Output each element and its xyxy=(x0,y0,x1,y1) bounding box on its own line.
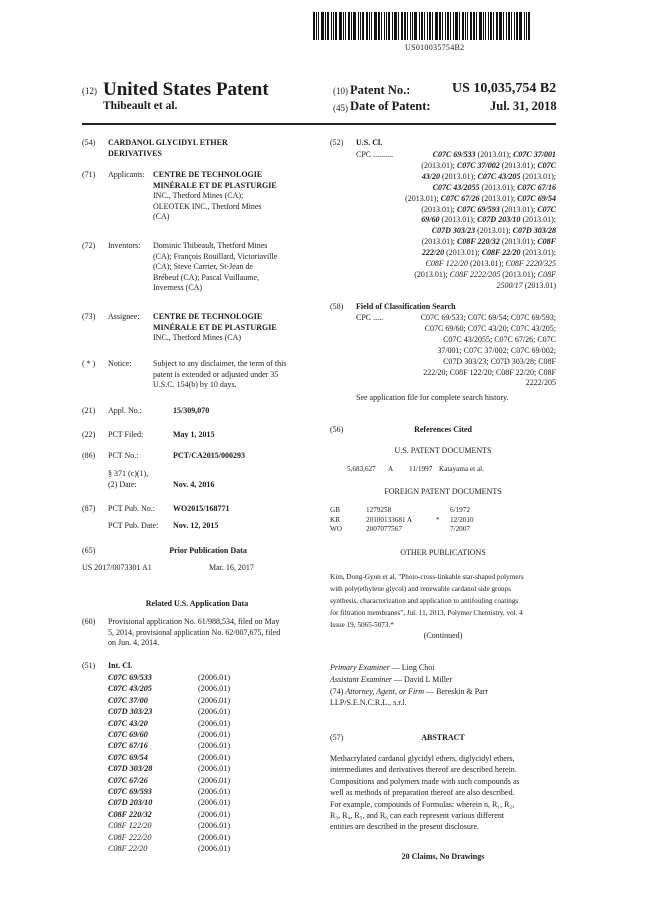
code-10: (10) xyxy=(333,86,348,96)
foreign-doc-number: 2007077567 xyxy=(366,525,402,533)
barcode-bar xyxy=(331,12,332,40)
field-line: C07C 69/533; C07C 69/54; C07C 69/593; xyxy=(420,313,556,322)
foreign-doc-mark: * xyxy=(436,515,440,524)
cpc-line: C07D 303/23 (2013.01); C07D 303/28 xyxy=(431,226,556,236)
related-heading: Related U.S. Application Data xyxy=(145,599,249,608)
barcode-bar xyxy=(419,12,420,40)
us-docs-heading: U.S. PATENT DOCUMENTS xyxy=(394,446,492,455)
barcode-bar xyxy=(462,12,464,40)
intcl-year: (2006.01) xyxy=(198,695,231,705)
barcode-bar xyxy=(514,12,515,40)
barcode-bar xyxy=(348,12,350,40)
intcl-year: (2006.01) xyxy=(198,775,231,785)
intcl-row xyxy=(108,741,268,752)
barcode-bar xyxy=(524,12,525,40)
barcode-bar xyxy=(488,12,489,40)
barcode-bar xyxy=(506,12,507,40)
intcl-label: Int. Cl. xyxy=(108,661,133,670)
intcl-code-value: C07C 69/593 xyxy=(108,787,152,796)
abstract-line: Compositions and polymers made with such compounds as xyxy=(330,776,520,786)
barcode-bar xyxy=(374,12,377,40)
assignee-code: (73) xyxy=(82,312,96,321)
abstract-line: entities are described in the present disclosure. xyxy=(330,822,480,832)
intcl-year: (2006.01) xyxy=(198,844,231,853)
refs-code: (56) xyxy=(330,425,344,434)
abstract-text xyxy=(330,753,556,833)
intcl-row xyxy=(108,787,268,798)
applicants-label: Applicants: xyxy=(108,170,145,179)
field-line: C07C 43/2055; C07C 67/26; C07C xyxy=(443,334,556,344)
intcl-year: (2006.01) xyxy=(198,684,231,694)
barcode-bar xyxy=(479,12,482,40)
barcode-bar xyxy=(447,12,449,40)
field-cpc-label: CPC ..... xyxy=(356,313,384,322)
cpc-line: 69/60 (2013.01); C07D 203/10 (2013.01); xyxy=(421,215,556,225)
barcode-bar xyxy=(429,12,431,40)
cpc-line: (2013.01); C07C 37/002 (2013.01); C07C xyxy=(421,160,556,170)
barcode-bar xyxy=(526,12,527,40)
barcode-bar xyxy=(392,12,393,40)
abstract-line: intermediates and derivatives thereof are described herein. xyxy=(330,765,517,775)
barcode xyxy=(313,12,559,40)
other-publication-line: for filtration membranes", Jul. 11, 2013, Polymer Chemistry, vol. 4 xyxy=(330,609,523,617)
barcode-bar xyxy=(499,12,502,40)
foreign-doc-date: 12/2010 xyxy=(450,515,474,524)
assistant-examiner-label: Assistant Examiner xyxy=(330,675,392,684)
cpc-classifications xyxy=(380,150,556,292)
barcode-bar xyxy=(398,12,399,40)
barcode-bar xyxy=(371,12,372,40)
pct-no-code: (86) xyxy=(82,451,96,460)
inventor-short: Thibeault et al. xyxy=(103,100,178,112)
barcode-bar xyxy=(335,12,337,40)
refs-heading: References Cited xyxy=(414,425,472,434)
attorney-firm: LLP/S.E.N.C.R.L., s.r.l. xyxy=(330,698,407,707)
assistant-examiner-name: — David L Miller xyxy=(394,675,453,684)
intcl-year: (2006.01) xyxy=(198,832,231,842)
foreign-doc-country: GB xyxy=(330,506,340,514)
intcl-code-value: C07D 303/28 xyxy=(108,764,153,774)
barcode-bar xyxy=(453,12,454,40)
intcl-row xyxy=(108,707,268,718)
intcl-row xyxy=(108,730,268,741)
intcl-year: (2006.01) xyxy=(198,707,231,717)
intcl-code-value: C07C 37/00 xyxy=(108,695,148,705)
patent-number: US 10,035,754 B2 xyxy=(452,81,557,96)
uscl-code: (52) xyxy=(330,138,344,147)
assignee: CENTRE DE TECHNOLOGIE MINÉRALE ET DE PLASTURGIE INC., Thetford Mines (CA) xyxy=(153,312,277,342)
provisional-text: Provisional application No. 61/988,534, filed on May 5, 2014, provisional application No. 62/007,675, filed on Jun. 4, 2014. xyxy=(108,617,281,647)
continued-note: (Continued) xyxy=(423,631,463,640)
intcl-code-value: C08F 122/20 xyxy=(108,821,152,831)
barcode-bar xyxy=(412,12,413,40)
pct-number: PCT/CA2015/000293 xyxy=(173,451,245,460)
pub-no-label: PCT Pub. No.: xyxy=(108,504,155,513)
cpc-line: C07C 69/533 (2013.01); C07C 37/001 xyxy=(432,150,556,159)
other-publication xyxy=(330,571,556,631)
barcode-bar xyxy=(439,12,441,40)
pub-number: WO2015/168771 xyxy=(173,504,230,513)
intcl-code-value: C08F 220/32 xyxy=(108,809,152,819)
barcode-bar xyxy=(485,12,486,40)
header-rule xyxy=(82,123,556,125)
us-doc-date: 11/1997 xyxy=(409,465,433,473)
barcode-bar xyxy=(345,12,346,40)
intcl-row xyxy=(108,821,268,832)
barcode-bar xyxy=(404,12,406,40)
intcl-year: (2006.01) xyxy=(198,741,231,751)
barcode-bar xyxy=(414,12,417,40)
abstract-line: For example, compounds of Formulas: wherein n, R₁, R₂, xyxy=(330,799,515,809)
intcl-code-value: C07D 203/10 xyxy=(108,798,153,808)
intcl-year: (2006.01) xyxy=(198,798,231,808)
intcl-year: (2006.01) xyxy=(198,809,231,819)
s371-date: Nov. 4, 2016 xyxy=(173,480,215,489)
foreign-doc-date: 7/2007 xyxy=(450,525,470,533)
abstract-heading: ABSTRACT xyxy=(421,733,465,742)
barcode-number: US010035754B2 xyxy=(405,43,465,52)
abstract-code: (57) xyxy=(330,733,344,742)
prior-date: Mar. 16, 2017 xyxy=(209,563,254,572)
pub-code: (87) xyxy=(82,504,96,513)
barcode-bar xyxy=(503,12,504,40)
barcode-bar xyxy=(358,12,359,40)
barcode-bar xyxy=(407,12,408,40)
barcode-bar xyxy=(511,12,512,40)
barcode-bar xyxy=(353,12,356,40)
uscl-label: U.S. Cl. xyxy=(356,138,383,147)
intcl-year: (2006.01) xyxy=(198,718,231,728)
attorney xyxy=(330,687,488,698)
cpc-line: (2013.01); C07C 69/593 (2013.01); C07C xyxy=(421,204,556,214)
s371-date-label: (2) Date: xyxy=(108,480,137,489)
intcl-year: (2006.01) xyxy=(198,730,231,739)
intcl-year: (2006.01) xyxy=(198,752,231,762)
code-12: (12) xyxy=(82,86,97,96)
barcode-bar xyxy=(421,12,423,40)
applicants-code: (71) xyxy=(82,170,96,179)
intcl-row xyxy=(108,673,268,684)
barcode-bar xyxy=(450,12,451,40)
intcl-code-value: C07C 43/205 xyxy=(108,684,152,694)
barcode-bar xyxy=(325,12,326,40)
barcode-bar xyxy=(388,12,390,40)
foreign-docs-heading: FOREIGN PATENT DOCUMENTS xyxy=(384,487,502,496)
intcl-row xyxy=(108,684,268,695)
barcode-bar xyxy=(386,12,387,40)
intcl-code-value: C07C 69/533 xyxy=(108,673,152,682)
field-line: C07D 303/23; C07D 303/28; C08F xyxy=(443,356,556,366)
assignee-label: Assignee: xyxy=(108,312,140,321)
cpc-line: (2013.01); C08F 2222/205 (2013.01); C08F xyxy=(414,269,556,279)
appl-code: (21) xyxy=(82,406,96,415)
intcl-code-value: C07C 69/60 xyxy=(108,730,148,739)
barcode-bar xyxy=(381,12,382,40)
inventors-label: Inventors: xyxy=(108,241,141,250)
us-doc-number: 5,683,627 xyxy=(347,465,376,473)
cpc-line: 2500/17 (2013.01) xyxy=(496,280,556,290)
foreign-doc-number: 1279258 xyxy=(366,506,392,514)
prior-heading: Prior Publication Data xyxy=(169,546,247,555)
intcl-code-value: C08F 222/20 xyxy=(108,832,152,842)
barcode-bar xyxy=(401,12,403,40)
invention-title: CARDANOL GLYCIDYL ETHER DERIVATIVES xyxy=(108,138,228,158)
barcode-bar xyxy=(343,12,344,40)
us-doc-name: Katayama et al. xyxy=(439,465,484,473)
primary-examiner-name: — Ling Choi xyxy=(391,663,435,672)
barcode-bar xyxy=(519,12,522,40)
barcode-bar xyxy=(351,12,352,40)
code-45: (45) xyxy=(333,103,348,113)
patent-date: Jul. 31, 2018 xyxy=(490,99,557,113)
barcode-bar xyxy=(321,12,324,40)
other-publication-line: Kim, Dong-Gyun et al, "Photo-cross-linkable star-shaped polymers xyxy=(330,573,524,581)
other-pubs-heading: OTHER PUBLICATIONS xyxy=(400,548,486,557)
attorney-name: — Bereskin & Parr xyxy=(426,687,489,696)
barcode-bar xyxy=(410,12,411,40)
barcode-bar xyxy=(442,12,443,40)
intcl-row xyxy=(108,719,268,730)
barcode-bar xyxy=(339,12,342,40)
barcode-bar xyxy=(470,12,472,40)
prov-code: (60) xyxy=(82,617,96,626)
primary-examiner-label: Primary Examiner xyxy=(330,663,390,672)
barcode-bar xyxy=(465,12,466,40)
abstract-line: well as methods of preparation thereof are also described. xyxy=(330,788,515,798)
prior-number: US 2017/0073301 A1 xyxy=(82,563,152,572)
barcode-bar xyxy=(467,12,468,40)
field-line: C07C 69/60; C07C 43/20; C07C 43/205; xyxy=(424,323,556,333)
intcl-code-value: C07C 67/16 xyxy=(108,741,148,751)
field-line: 222/20; C08F 122/20; C08F 22/20; C08F xyxy=(423,367,556,377)
intcl-year: (2006.01) xyxy=(198,787,231,796)
intcl-row xyxy=(108,696,268,707)
intcl-row xyxy=(108,776,268,787)
notice-label: Notice: xyxy=(108,359,132,368)
s371-line: § 371 (c)(1), xyxy=(108,469,149,478)
barcode-bar xyxy=(366,12,368,40)
intcl-row xyxy=(108,764,268,775)
document-title: United States Patent xyxy=(103,79,269,100)
barcode-bar xyxy=(435,12,438,40)
cpc-label: CPC .......... xyxy=(356,150,394,159)
barcode-bar xyxy=(508,12,510,40)
date-label: Date of Patent: xyxy=(350,99,431,113)
barcode-bar xyxy=(424,12,425,40)
intcl-code-value: C08F 22/20 xyxy=(108,844,148,853)
barcode-bar xyxy=(490,12,492,40)
barcode-bar xyxy=(316,12,317,40)
barcode-bar xyxy=(483,12,484,40)
pct-filed-code: (22) xyxy=(82,430,96,439)
barcode-bar xyxy=(313,12,315,40)
field-label: Field of Classification Search xyxy=(356,302,456,311)
pub-date: Nov. 12, 2015 xyxy=(173,521,219,530)
barcode-bar xyxy=(360,12,361,40)
intcl-year: (2006.01) xyxy=(198,821,231,831)
barcode-bar xyxy=(528,12,530,40)
barcode-bar xyxy=(459,12,460,40)
intcl-year: (2006.01) xyxy=(198,673,231,682)
pct-filed-date: May 1, 2015 xyxy=(173,430,215,439)
field-note: See application file for complete search history. xyxy=(356,393,509,402)
foreign-doc-date: 6/1972 xyxy=(450,506,470,514)
prior-code: (65) xyxy=(82,546,96,555)
other-publication-line: Issue 19, 5065-5073.* xyxy=(330,621,394,629)
abstract-line: Methacrylated cardanol glycidyl ethers, diglycidyl ethers, xyxy=(330,754,515,763)
pub-date-label: PCT Pub. Date: xyxy=(108,521,159,530)
other-publication-line: synthesis, characterization and application to antifouling coatings xyxy=(330,597,519,605)
cpc-line: (2013.01); C08F 220/32 (2013.01); C08F xyxy=(421,237,556,247)
foreign-doc-number: 20100133681 A xyxy=(366,515,413,524)
barcode-bar xyxy=(378,12,380,40)
primary-examiner xyxy=(330,663,434,674)
notice-code: ( * ) xyxy=(82,359,96,368)
barcode-bar xyxy=(432,12,433,40)
us-doc-kind: A xyxy=(388,465,394,473)
cpc-line: 43/20 (2013.01); C07C 43/205 (2013.01); xyxy=(421,171,556,181)
cpc-line: C08F 122/20 (2013.01); C08F 2220/325 xyxy=(425,259,556,269)
inventors-code: (72) xyxy=(82,241,96,250)
other-publication-line: with poly(ethylene glycol) and renewable cardanol side groups xyxy=(330,585,512,593)
field-line: 2222/205 xyxy=(525,378,556,388)
barcode-bar xyxy=(493,12,494,40)
notice-text: Subject to any disclaimer, the term of this patent is extended or adjusted under 35 U.S.C. 154(b) by 10 days. xyxy=(153,359,287,389)
intcl-row xyxy=(108,844,268,855)
barcode-bar xyxy=(327,12,329,40)
intcl-row xyxy=(108,798,268,809)
intcl-code-value: C07C 67/26 xyxy=(108,775,148,785)
pct-filed-label: PCT Filed: xyxy=(108,430,144,439)
barcode-bar xyxy=(496,12,498,40)
intcl-row xyxy=(108,753,268,764)
field-classifications xyxy=(380,313,556,389)
intcl-row xyxy=(108,810,268,821)
title-code: (54) xyxy=(82,138,96,147)
appl-label: Appl. No.: xyxy=(108,406,142,415)
barcode-bar xyxy=(427,12,428,40)
barcode-bar xyxy=(455,12,458,40)
cpc-line: (2013.01); C07C 67/26 (2013.01); C07C 69/54 xyxy=(405,193,556,203)
barcode-bar xyxy=(445,12,446,40)
barcode-bar xyxy=(473,12,475,40)
foreign-doc-country: KR xyxy=(330,515,340,524)
barcode-bar xyxy=(362,12,364,40)
barcode-bar xyxy=(333,12,334,40)
barcode-bar xyxy=(394,12,397,40)
abstract-line: R₃, R₄, R₅, and R₆ can each represent various different xyxy=(330,811,505,821)
foreign-doc-country: WO xyxy=(330,525,342,533)
claims-summary: 20 Claims, No Drawings xyxy=(401,852,485,861)
attorney-label: Attorney, Agent, or Firm xyxy=(345,687,425,696)
patent-no-label: Patent No.: xyxy=(350,83,411,97)
intcl-code-value: C07C 69/54 xyxy=(108,752,148,762)
cpc-line: C07C 43/2055 (2013.01); C07C 67/16 xyxy=(432,182,556,192)
cpc-line: 222/20 (2013.01); C08F 22/20 (2013.01); xyxy=(421,248,556,258)
field-code: (58) xyxy=(330,302,344,311)
intcl-code-value: C07D 303/23 xyxy=(108,707,153,717)
pct-no-label: PCT No.: xyxy=(108,451,139,460)
assistant-examiner xyxy=(330,675,452,686)
field-line: 37/001; C07C 37/002; C07C 69/002; xyxy=(437,345,556,355)
barcode-bar xyxy=(369,12,370,40)
intcl-code-value: C07C 43/20 xyxy=(108,718,148,728)
intcl-code: (51) xyxy=(82,661,96,670)
barcode-bar xyxy=(384,12,385,40)
inventors: Dominic Thibeault, Thetford Mines (CA); François Rouillard, Victoriaville (CA); Steve Carrier, St-Jean de Brébeuf (CA); Pascal Vuillaume, Inverness (CA) xyxy=(153,241,278,292)
intcl-year: (2006.01) xyxy=(198,764,231,774)
applicants: CENTRE DE TECHNOLOGIE MINÉRALE ET DE PLASTURGIE INC., Thetford Mines (CA); OLEOTEK INC., Thetford Mines (CA) xyxy=(153,170,277,221)
barcode-bar xyxy=(476,12,477,40)
appl-number: 15/309,070 xyxy=(173,406,210,415)
attorney-code: (74) xyxy=(330,687,344,696)
intcl-row xyxy=(108,833,268,844)
barcode-bar xyxy=(516,12,518,40)
barcode-bar xyxy=(318,12,319,40)
